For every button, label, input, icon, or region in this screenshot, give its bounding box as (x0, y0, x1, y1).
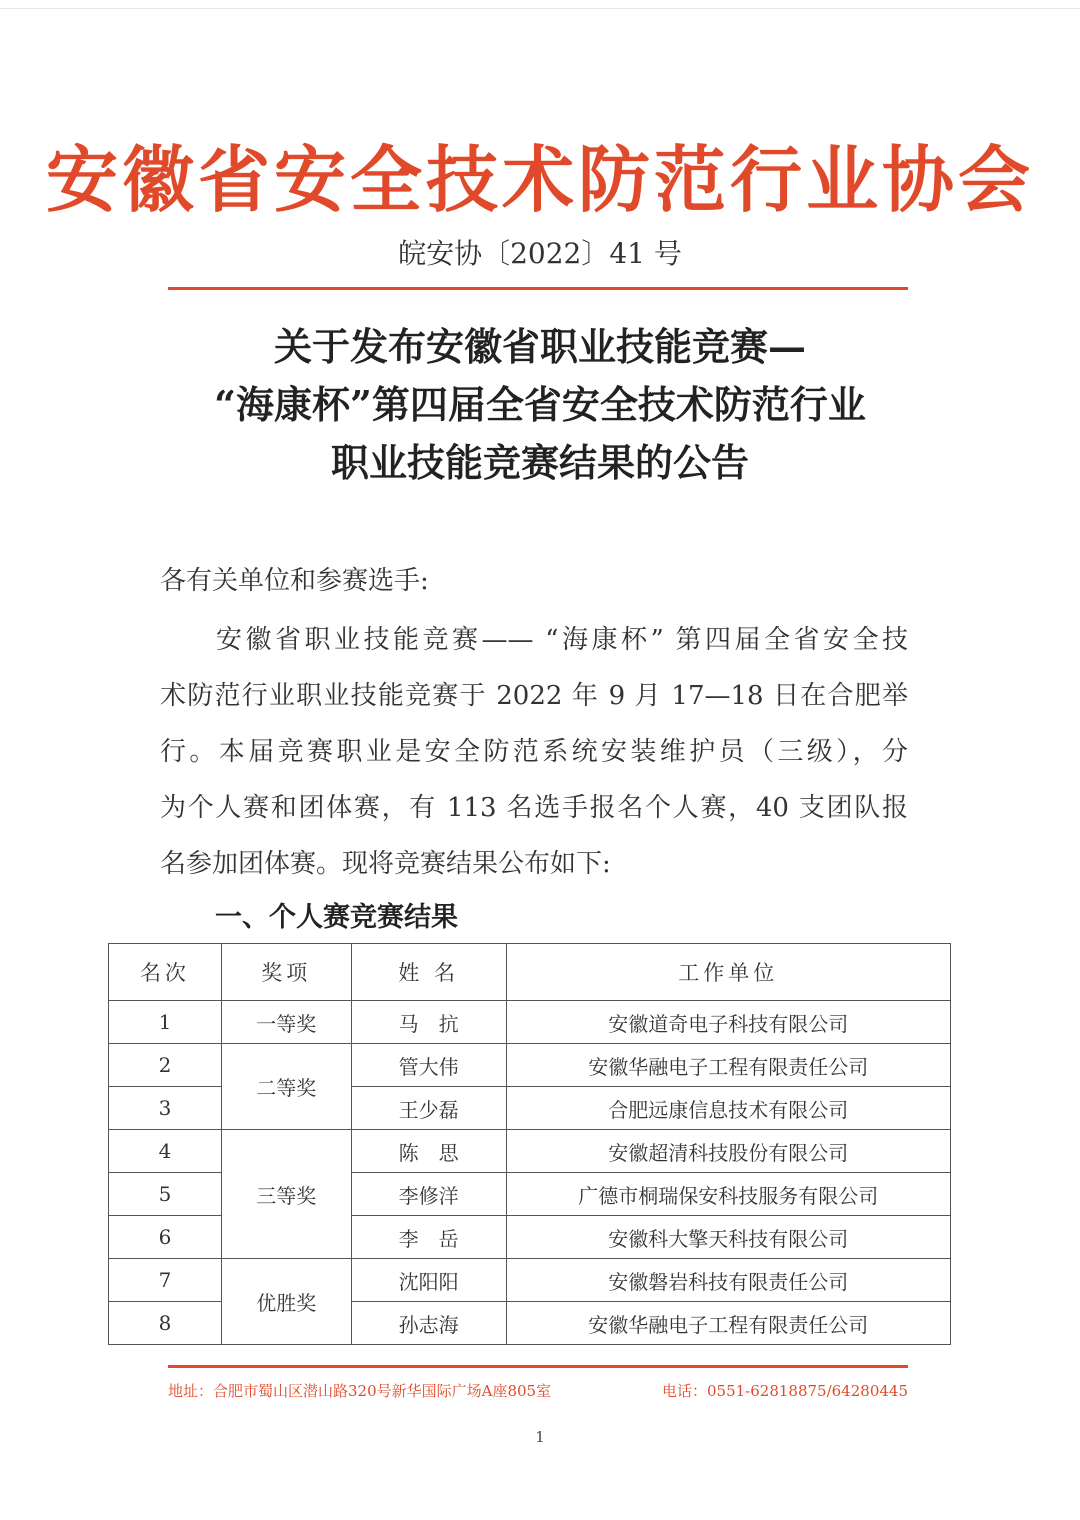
table-row (109, 1259, 951, 1302)
rank-cell: 2 (109, 1044, 222, 1087)
award-cell: 二等奖 (221, 1044, 351, 1130)
body-line-5: 名参加团体赛。现将竞赛结果公布如下: (160, 849, 611, 879)
name-cell: 孙志海 (351, 1302, 506, 1345)
results-table (108, 943, 951, 1345)
footer-address: 地址：合肥市蜀山区潜山路320号新华国际广场A座805室 (168, 1382, 552, 1400)
rank-cell: 4 (109, 1130, 222, 1173)
unit-cell: 安徽超清科技股份有限公司 (506, 1130, 950, 1173)
name-cell: 沈阳阳 (351, 1259, 506, 1302)
table-row (109, 1130, 951, 1173)
name-cell: 李 岳 (351, 1216, 506, 1259)
section-heading: 一、个人赛竞赛结果 (215, 902, 458, 933)
header-award: 奖项 (221, 944, 351, 1001)
unit-cell: 安徽科大擎天科技有限公司 (506, 1216, 950, 1259)
document-number: 皖安协〔2022〕41 号 (398, 237, 682, 270)
footer-phone: 电话：0551-62818875/64280445 (662, 1382, 908, 1400)
top-hairline (0, 8, 1080, 9)
award-cell: 一等奖 (221, 1001, 351, 1044)
header-rank: 名次 (109, 944, 222, 1001)
title-line-2: “海康杯”第四届全省安全技术防范行业 (214, 382, 866, 427)
name-cell: 王少磊 (351, 1087, 506, 1130)
rank-cell: 1 (109, 1001, 222, 1044)
award-cell: 三等奖 (221, 1130, 351, 1259)
unit-cell: 安徽华融电子工程有限责任公司 (506, 1302, 950, 1345)
name-cell: 李修洋 (351, 1173, 506, 1216)
letterhead-org-name: 安徽省安全技术防范行业协会 (45, 137, 1034, 222)
unit-cell: 合肥远康信息技术有限公司 (506, 1087, 950, 1130)
award-cell: 优胜奖 (221, 1259, 351, 1345)
document-title (0, 318, 1080, 492)
title-line-1: 关于发布安徽省职业技能竞赛— (273, 324, 806, 369)
table-header-row (109, 944, 951, 1001)
rank-cell: 8 (109, 1302, 222, 1345)
table-row (109, 1001, 951, 1044)
rank-cell: 3 (109, 1087, 222, 1130)
rank-cell: 7 (109, 1259, 222, 1302)
rank-cell: 6 (109, 1216, 222, 1259)
unit-cell: 广德市桐瑞保安科技服务有限公司 (506, 1173, 950, 1216)
salutation: 各有关单位和参赛选手: (160, 566, 429, 596)
unit-cell: 安徽磐岩科技有限责任公司 (506, 1259, 950, 1302)
unit-cell: 安徽道奇电子科技有限公司 (506, 1001, 950, 1044)
page-number: 1 (535, 1428, 545, 1446)
body-line-1: 安徽省职业技能竞赛—— “海康杯” 第四届全省安全技 (216, 625, 908, 655)
header-unit: 工作单位 (506, 944, 950, 1001)
table-row (109, 1044, 951, 1087)
footer-divider (168, 1365, 908, 1368)
letterhead-divider (168, 287, 908, 290)
rank-cell: 5 (109, 1173, 222, 1216)
name-cell: 管大伟 (351, 1044, 506, 1087)
body-paragraph (160, 612, 908, 892)
body-line-2: 术防范行业职业技能竞赛于 2022 年 9 月 17—18 日在合肥举 (160, 681, 908, 711)
body-line-4: 为个人赛和团体赛，有 113 名选手报名个人赛，40 支团队报 (160, 793, 908, 823)
header-name: 姓 名 (351, 944, 506, 1001)
unit-cell: 安徽华融电子工程有限责任公司 (506, 1044, 950, 1087)
name-cell: 马 抗 (351, 1001, 506, 1044)
name-cell: 陈 思 (351, 1130, 506, 1173)
title-line-3: 职业技能竞赛结果的公告 (330, 440, 749, 485)
body-line-3: 行。本届竞赛职业是安全防范系统安装维护员（三级），分 (160, 737, 908, 767)
